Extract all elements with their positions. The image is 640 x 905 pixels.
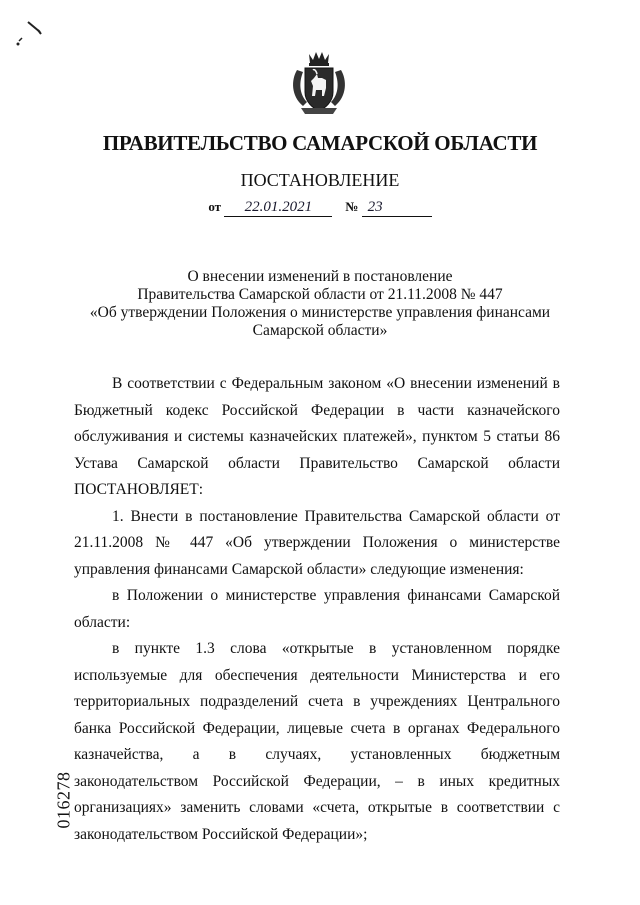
paragraph-item-1: 1. Внести в постановление Правительства Самарской области от 21.11.2008 № 447 «Об утверждении Положения о министерстве управления финансами Самарской области» следующие изменения: [74,507,560,578]
subject-line-3: «Об утверждении Положения о министерстве управления финансами [89,304,551,321]
paragraph-preamble: В соответствии с Федеральным законом «О внесении изменений в Бюджетный кодекс Российской Федерации в части казначейского обслуживания и системы казначейских платежей», пунктом 5 статьи 86 Устава Самарской области Правительство Самарской области ПОСТАНОВЛЯЕТ: [74,375,560,498]
subject-line-1: О внесении изменений в постановление [187,268,453,285]
number-prefix: № [345,199,359,214]
organization-title: ПРАВИТЕЛЬСТВО САМАРСКОЙ ОБЛАСТИ [102,131,538,155]
corner-marks [14,14,54,54]
document-body [74,371,560,848]
paragraph-regulation: в Положении о министерстве управления финансами Самарской области: [74,587,560,631]
serial-number-stamp [52,760,76,840]
date-value: 22.01.2021 [224,199,332,217]
date-number-line [0,199,640,217]
subject-line-4: Самарской области» [252,322,388,339]
document-subject [60,268,580,340]
serial-number: 016278 [53,771,74,829]
number-value: 23 [362,199,432,217]
document-type: ПОСТАНОВЛЕНИЕ [240,170,400,190]
coat-of-arms-icon [287,48,351,118]
subject-line-2: Правительства Самарской области от 21.11.2008 № 447 [137,286,503,303]
date-prefix: от [208,199,222,214]
paragraph-clause-1-3: в пункте 1.3 слова «открытые в установленном порядке используемые для обеспечения деятельности Министерства и его территориальных подразделений счета в учреждениях Центрального банка Российской Федерации, лицевые счета в органах Федерального казначейства, а в случаях, установленных бюджетным законодательством Российской Федерации, – в иных кредитных организациях» заменить словами «счета, открытые в соответствии с законодательством Российской Федерации»; [74,640,560,843]
